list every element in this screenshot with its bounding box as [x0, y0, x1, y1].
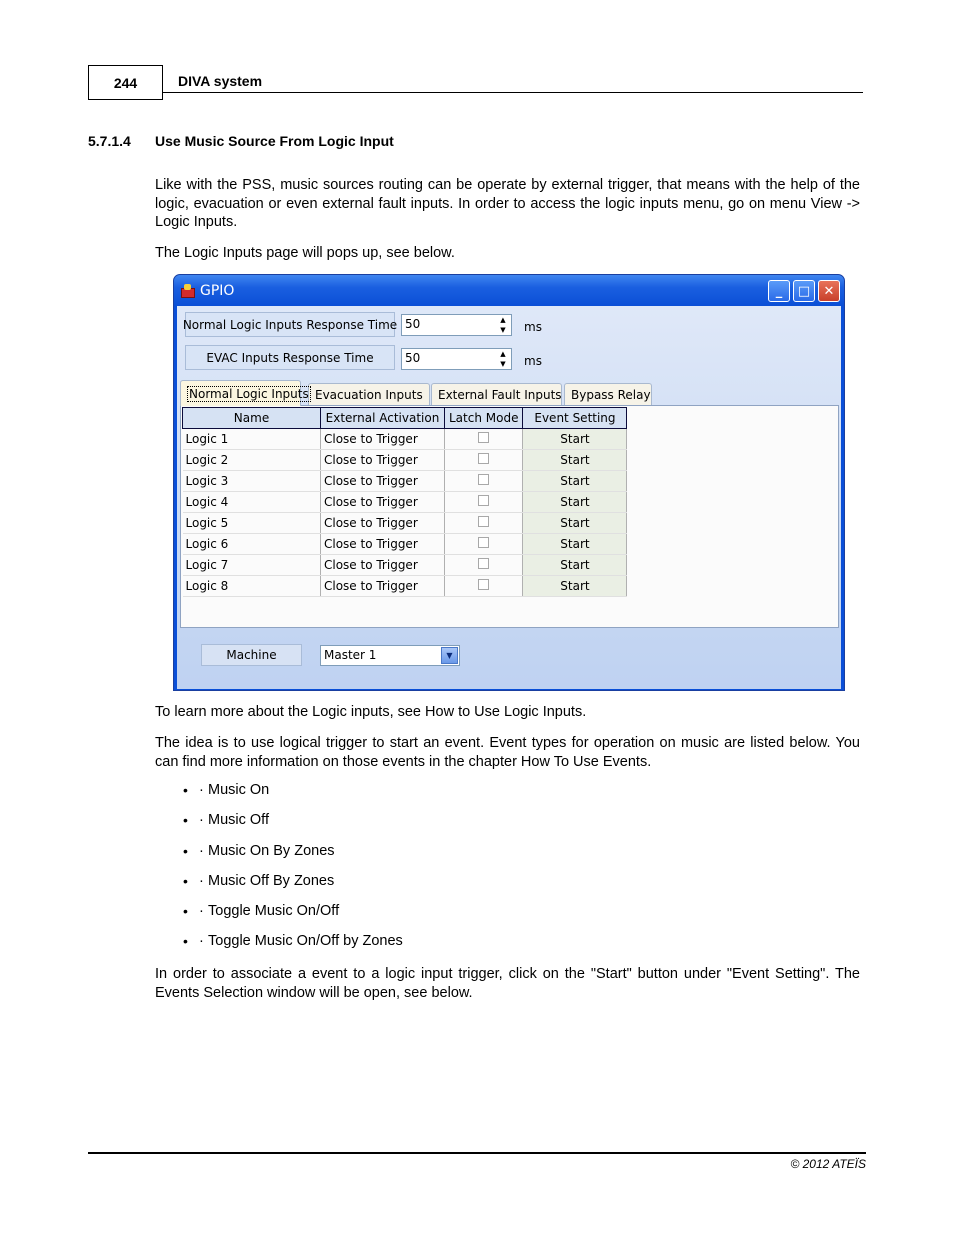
- column-header-latch-mode[interactable]: Latch Mode: [445, 408, 523, 429]
- bullet-text: Toggle Music On/Off by Zones: [208, 933, 403, 950]
- bullet-dot: ·: [199, 782, 204, 798]
- row-latch-mode[interactable]: [445, 429, 523, 450]
- maximize-button[interactable]: □: [793, 280, 815, 302]
- table-row[interactable]: [183, 555, 627, 576]
- column-header-event-setting[interactable]: Event Setting: [523, 408, 627, 429]
- latch-mode-checkbox[interactable]: [478, 516, 489, 527]
- event-setting-start-button[interactable]: Start: [523, 429, 627, 450]
- bullet-dot: ·: [199, 872, 204, 889]
- window-title: GPIO: [200, 282, 235, 299]
- bullet-text: Music On: [208, 782, 270, 798]
- row-external-activation[interactable]: Close to Trigger: [321, 492, 445, 513]
- bullet-icon: •: [183, 872, 188, 889]
- table-row[interactable]: [183, 450, 627, 471]
- list-item: [183, 933, 403, 963]
- row-name: Logic 2: [183, 450, 321, 471]
- bullet-text: Toggle Music On/Off: [208, 903, 340, 920]
- footer-copyright: © 2012 ATEÏS: [790, 1157, 866, 1171]
- page-number: 244: [88, 65, 163, 100]
- tab-normal-logic-inputs[interactable]: Normal Logic Inputs: [180, 380, 301, 406]
- row-latch-mode[interactable]: [445, 534, 523, 555]
- bullet-dot: ·: [199, 842, 204, 859]
- column-header-external-activation[interactable]: External Activation: [321, 408, 445, 429]
- list-item: [183, 812, 403, 842]
- row-external-activation[interactable]: Close to Trigger: [321, 450, 445, 471]
- bullet-dot: ·: [199, 933, 204, 950]
- event-setting-start-button[interactable]: Start: [523, 513, 627, 534]
- bullet-dot: ·: [199, 903, 204, 920]
- tab-bypass-relay[interactable]: Bypass Relay: [564, 383, 652, 405]
- table-row[interactable]: [183, 471, 627, 492]
- evac-response-unit: ms: [524, 354, 542, 368]
- machine-select[interactable]: [320, 645, 460, 666]
- idea-paragraph: The idea is to use logical trigger to start an event. Event types for operation on music are listed below. You can find more information on those events in the chapter How To Use Events.: [155, 735, 860, 770]
- latch-mode-checkbox[interactable]: [478, 474, 489, 485]
- event-setting-start-button[interactable]: Start: [523, 555, 627, 576]
- row-latch-mode[interactable]: [445, 492, 523, 513]
- bullet-text: Music Off: [208, 812, 269, 829]
- row-latch-mode[interactable]: [445, 555, 523, 576]
- row-name: Logic 3: [183, 471, 321, 492]
- window-titlebar[interactable]: [174, 275, 844, 306]
- normal-response-spinner[interactable]: [401, 314, 512, 336]
- learn-more-paragraph: To learn more about the Logic inputs, see How to Use Logic Inputs.: [155, 704, 587, 720]
- row-external-activation[interactable]: Close to Trigger: [321, 576, 445, 597]
- latch-mode-checkbox[interactable]: [478, 558, 489, 569]
- bullet-icon: •: [183, 933, 188, 950]
- latch-mode-checkbox[interactable]: [478, 495, 489, 506]
- close-button[interactable]: ✕: [818, 280, 840, 302]
- bullet-icon: •: [183, 903, 188, 920]
- row-name: Logic 4: [183, 492, 321, 513]
- list-item: [183, 903, 403, 933]
- tab-evacuation-inputs[interactable]: Evacuation Inputs: [308, 383, 430, 405]
- row-external-activation[interactable]: Close to Trigger: [321, 471, 445, 492]
- row-external-activation[interactable]: Close to Trigger: [321, 513, 445, 534]
- normal-response-unit: ms: [524, 320, 542, 334]
- row-name: Logic 1: [183, 429, 321, 450]
- bullet-text: Music Off By Zones: [208, 872, 335, 889]
- event-setting-start-button[interactable]: Start: [523, 576, 627, 597]
- section-number: 5.7.1.4: [88, 133, 131, 149]
- row-latch-mode[interactable]: [445, 471, 523, 492]
- row-name: Logic 5: [183, 513, 321, 534]
- bullet-icon: •: [183, 842, 188, 859]
- evac-response-spinner[interactable]: [401, 348, 512, 370]
- list-item: [183, 873, 403, 903]
- event-types-list: [183, 782, 403, 964]
- table-row[interactable]: [183, 576, 627, 597]
- event-setting-start-button[interactable]: Start: [523, 534, 627, 555]
- event-setting-start-button[interactable]: Start: [523, 471, 627, 492]
- spinner-arrows-icon[interactable]: ▲ ▼: [500, 316, 506, 334]
- associate-paragraph: In order to associate a event to a logic input trigger, click on the "Start" button under "Event Setting". The Events Selection window will be open, see below.: [155, 966, 860, 1001]
- row-latch-mode[interactable]: [445, 576, 523, 597]
- logic-inputs-panel: [180, 405, 839, 628]
- list-item: [183, 782, 403, 812]
- header-rule: [163, 92, 863, 93]
- bullet-text: Music On By Zones: [208, 842, 335, 859]
- latch-mode-checkbox[interactable]: [478, 579, 489, 590]
- minimize-button[interactable]: _: [768, 280, 790, 302]
- row-name: Logic 8: [183, 576, 321, 597]
- row-external-activation[interactable]: Close to Trigger: [321, 555, 445, 576]
- gpio-window: [173, 274, 845, 691]
- row-latch-mode[interactable]: [445, 450, 523, 471]
- row-external-activation[interactable]: Close to Trigger: [321, 534, 445, 555]
- bullet-icon: •: [183, 782, 188, 798]
- row-external-activation[interactable]: Close to Trigger: [321, 429, 445, 450]
- normal-response-label: Normal Logic Inputs Response Time: [185, 312, 395, 337]
- chevron-down-icon[interactable]: ▼: [441, 647, 458, 664]
- intro-paragraph: Like with the PSS, music sources routing can be operate by external trigger, that means with the help of the logic, evacuation or even external fault inputs. In order to access the logic inputs menu, go on menu View -> Logic Inputs.: [155, 177, 860, 231]
- table-row[interactable]: [183, 513, 627, 534]
- spinner-arrows-icon[interactable]: ▲ ▼: [500, 350, 506, 368]
- event-setting-start-button[interactable]: Start: [523, 492, 627, 513]
- app-icon: [180, 283, 196, 299]
- tab-strip: [180, 380, 840, 405]
- event-setting-start-button[interactable]: Start: [523, 450, 627, 471]
- row-latch-mode[interactable]: [445, 513, 523, 534]
- footer-rule: [88, 1152, 866, 1154]
- popup-paragraph: The Logic Inputs page will pops up, see below.: [155, 245, 455, 261]
- machine-button[interactable]: Machine: [201, 644, 302, 666]
- normal-response-value: 50: [405, 317, 421, 331]
- window-client: [177, 306, 841, 689]
- tab-external-fault-inputs[interactable]: External Fault Inputs: [431, 383, 562, 405]
- latch-mode-checkbox[interactable]: [478, 432, 489, 443]
- row-name: Logic 7: [183, 555, 321, 576]
- table-row[interactable]: [183, 429, 627, 450]
- logic-inputs-table: [182, 407, 627, 597]
- bullet-icon: •: [183, 812, 188, 829]
- latch-mode-checkbox[interactable]: [478, 537, 489, 548]
- evac-response-value: 50: [405, 351, 421, 365]
- column-header-name[interactable]: Name: [183, 408, 321, 429]
- row-name: Logic 6: [183, 534, 321, 555]
- table-row[interactable]: [183, 534, 627, 555]
- running-header-title: DIVA system: [178, 73, 263, 89]
- evac-response-label: EVAC Inputs Response Time: [185, 345, 395, 370]
- table-row[interactable]: [183, 492, 627, 513]
- list-item: [183, 843, 403, 873]
- section-title: Use Music Source From Logic Input: [155, 133, 394, 149]
- bullet-dot: ·: [199, 812, 204, 829]
- machine-select-value: Master 1: [324, 648, 377, 662]
- latch-mode-checkbox[interactable]: [478, 453, 489, 464]
